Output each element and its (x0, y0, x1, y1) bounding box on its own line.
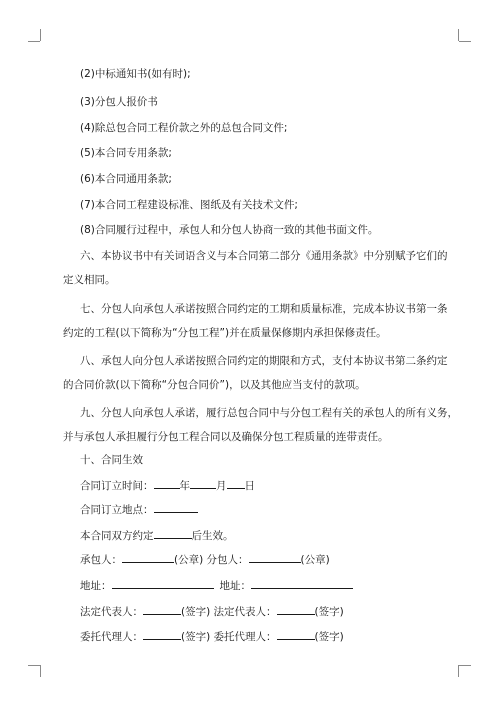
year-blank (154, 477, 180, 489)
year-label: 年 (179, 480, 190, 492)
contractor-blank (122, 551, 174, 563)
subcontractor-label: 分包人： (206, 554, 249, 566)
address-blank-subcontractor (251, 577, 353, 589)
list-item: (6)本合同通用条款; (80, 173, 172, 185)
contractor-label: 承包人： (80, 554, 122, 566)
clause-10-heading: 十、合同生效 (80, 454, 143, 466)
list-item: (5)本合同专用条款; (80, 147, 172, 159)
clause-9-line-1: 九、分包人向承包人承诺，履行总包合同中与分包工程有关的承包人的所有义务， (80, 407, 458, 419)
agent-blank-subcontractor (277, 628, 315, 640)
legal-rep-row (80, 603, 344, 619)
agent-label-subcontractor: 委托代理人： (213, 631, 277, 643)
subcontractor-blank (249, 551, 301, 563)
contractor-seal: (公章) (174, 554, 204, 566)
place-label: 合同订立地点： (80, 504, 154, 516)
effect-suffix: 后生效。 (191, 530, 234, 542)
legal-rep-label-contractor: 法定代表人： (80, 606, 143, 618)
day-label: 日 (244, 480, 255, 492)
date-label: 合同订立时间： (80, 480, 154, 492)
signing-date-row (80, 477, 255, 493)
day-blank (227, 477, 245, 489)
list-item: (4)除总包合同工程价款之外的总包合同文件; (80, 122, 288, 134)
address-blank-contractor (112, 577, 214, 589)
agent-sign-subcontractor: (签字) (314, 631, 344, 643)
month-label: 月 (216, 480, 227, 492)
effect-blank (154, 527, 192, 539)
clause-7-line-2: 约定的工程(以下简称为“分包工程”)并在质量保修期内承担保修责任。 (63, 327, 387, 339)
agent-row (80, 628, 344, 644)
agent-blank-contractor (143, 628, 181, 640)
clause-8-line-2: 的合同价款(以下简称“分包合同价”)，以及其他应当支付的款项。 (63, 379, 366, 391)
clause-6-line-1: 六、本协议书中有关词语含义与本合同第二部分《通用条款》中分别赋予它们的 (80, 250, 448, 262)
agent-sign-contractor: (签字) (181, 631, 211, 643)
legal-rep-label-subcontractor: 法定代表人： (213, 606, 277, 618)
legal-rep-sign-subcontractor: (签字) (314, 606, 344, 618)
subcontractor-seal: (公章) (300, 554, 330, 566)
clause-9-line-2: 并与承包人承担履行分包工程合同以及确保分包工程质量的连带责任。 (63, 431, 389, 443)
clause-6-line-2: 定义相同。 (63, 274, 116, 286)
address-label-subcontractor: 地址： (219, 580, 251, 592)
list-item: (2)中标通知书(如有时); (80, 68, 191, 80)
list-item: (8)合同履行过程中，承包人和分包人协商一致的其他书面文件。 (80, 224, 379, 236)
legal-rep-blank-contractor (143, 603, 181, 615)
place-blank (154, 501, 198, 513)
effect-prefix: 本合同双方约定 (80, 530, 154, 542)
month-blank (190, 477, 216, 489)
legal-rep-sign-contractor: (签字) (181, 606, 211, 618)
clause-8-line-1: 八、承包人向分包人承诺按照合同约定的期限和方式，支付本协议书第二条约定 (80, 355, 448, 367)
list-item: (3)分包人报价书 (80, 96, 158, 108)
legal-rep-blank-subcontractor (277, 603, 315, 615)
address-row (80, 577, 353, 593)
agent-label-contractor: 委托代理人： (80, 631, 143, 643)
list-item: (7)本合同工程建设标准、图纸及有关技术文件; (80, 199, 298, 211)
clause-7-line-1: 七、分包人向承包人承诺按照合同约定的工期和质量标准，完成本协议书第一条 (80, 303, 448, 315)
effect-row (80, 527, 234, 543)
address-label-contractor: 地址： (80, 580, 112, 592)
parties-row (80, 551, 330, 567)
signing-place-row (80, 501, 198, 517)
